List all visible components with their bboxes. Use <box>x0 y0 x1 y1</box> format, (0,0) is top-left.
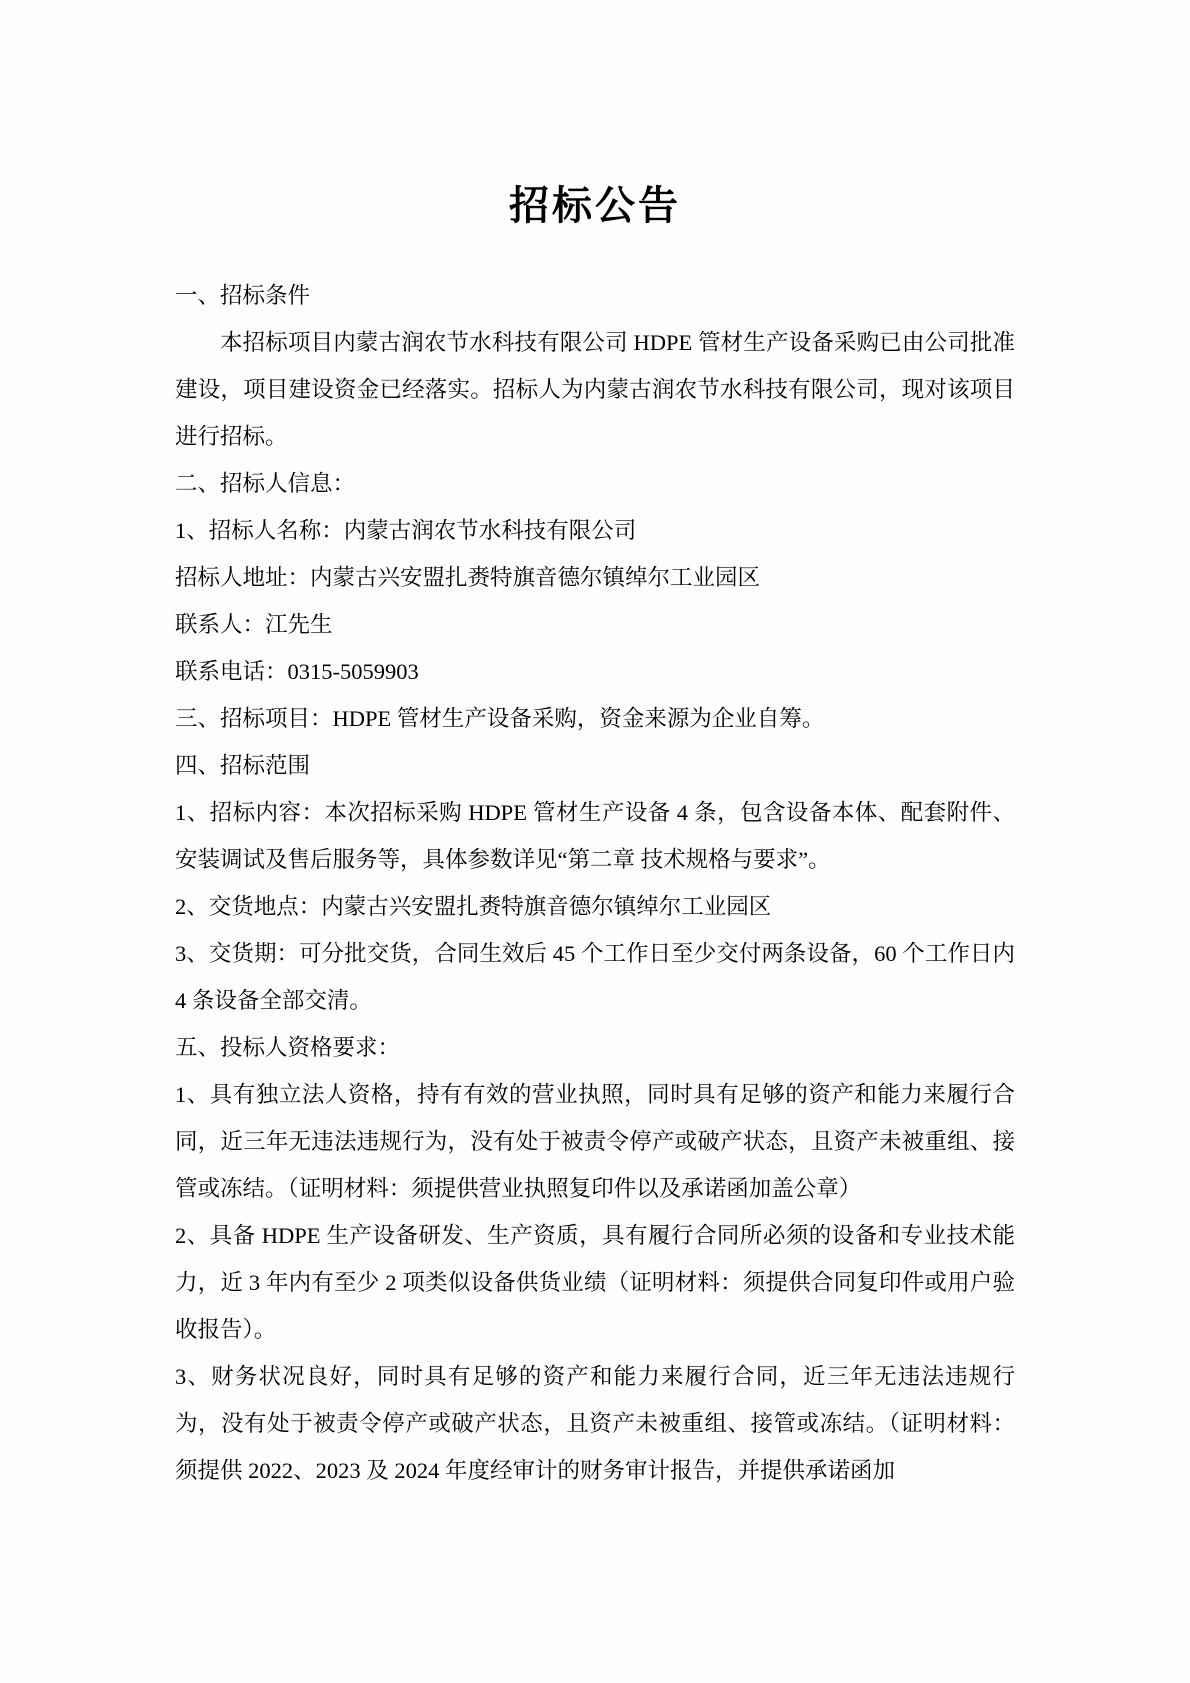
paragraph-s2-phone: 联系电话：0315-5059903 <box>175 659 419 684</box>
paragraph-s1-body: 本招标项目内蒙古润农节水科技有限公司 HDPE 管材生产设备采购已由公司批准建设，项目建设资金已经落实。招标人为内蒙古润农节水科技有限公司，现对该项目进行招标。 <box>175 330 1015 449</box>
paragraph-s2-contact: 联系人：江先生 <box>175 612 333 637</box>
paragraph-s5-item2: 2、具备 HDPE 生产设备研发、生产资质，具有履行合同所必须的设备和专业技术能力，近 3 年内有至少 2 项类似设备供货业绩（证明材料：须提供合同复印件或用户验收报告）。 <box>175 1223 1015 1342</box>
paragraph-s2-heading: 二、招标人信息： <box>175 471 356 496</box>
paragraph-s2-address: 招标人地址：内蒙古兴安盟扎赉特旗音德尔镇绰尔工业园区 <box>175 565 761 590</box>
paragraph-s3-project: 三、招标项目：HDPE 管材生产设备采购，资金来源为企业自筹。 <box>175 706 825 731</box>
paragraph-s4-heading: 四、招标范围 <box>175 753 311 778</box>
document-body <box>175 272 1015 1494</box>
paragraph-s5-heading: 五、投标人资格要求： <box>175 1035 401 1060</box>
paragraph-s5-item3: 3、财务状况良好，同时具有足够的资产和能力来履行合同，近三年无违法违规行为，没有处于被责令停产或破产状态，且资产未被重组、接管或冻结。（证明材料：须提供 2022、2023 及 2024 年度经审计的财务审计报告，并提供承诺函加 <box>175 1364 1015 1483</box>
paragraph-s1-heading: 一、招标条件 <box>175 283 311 308</box>
paragraph-s4-place: 2、交货地点：内蒙古兴安盟扎赉特旗音德尔镇绰尔工业园区 <box>175 894 772 919</box>
paragraph-s4-content: 1、招标内容：本次招标采购 HDPE 管材生产设备 4 条，包含设备本体、配套附件、安装调试及售后服务等，具体参数详见“第二章 技术规格与要求”。 <box>175 800 1015 872</box>
page-title: 招标公告 <box>509 183 681 228</box>
paragraph-s4-period: 3、交货期：可分批交货，合同生效后 45 个工作日至少交付两条设备，60 个工作日内 4 条设备全部交清。 <box>175 941 1015 1013</box>
paragraph-s5-item1: 1、具有独立法人资格，持有有效的营业执照，同时具有足够的资产和能力来履行合同，近三年无违法违规行为，没有处于被责令停产或破产状态，且资产未被重组、接管或冻结。（证明材料：须提供营业执照复印件以及承诺函加盖公章） <box>175 1082 1015 1201</box>
paragraph-s2-name: 1、招标人名称：内蒙古润农节水科技有限公司 <box>175 518 637 543</box>
